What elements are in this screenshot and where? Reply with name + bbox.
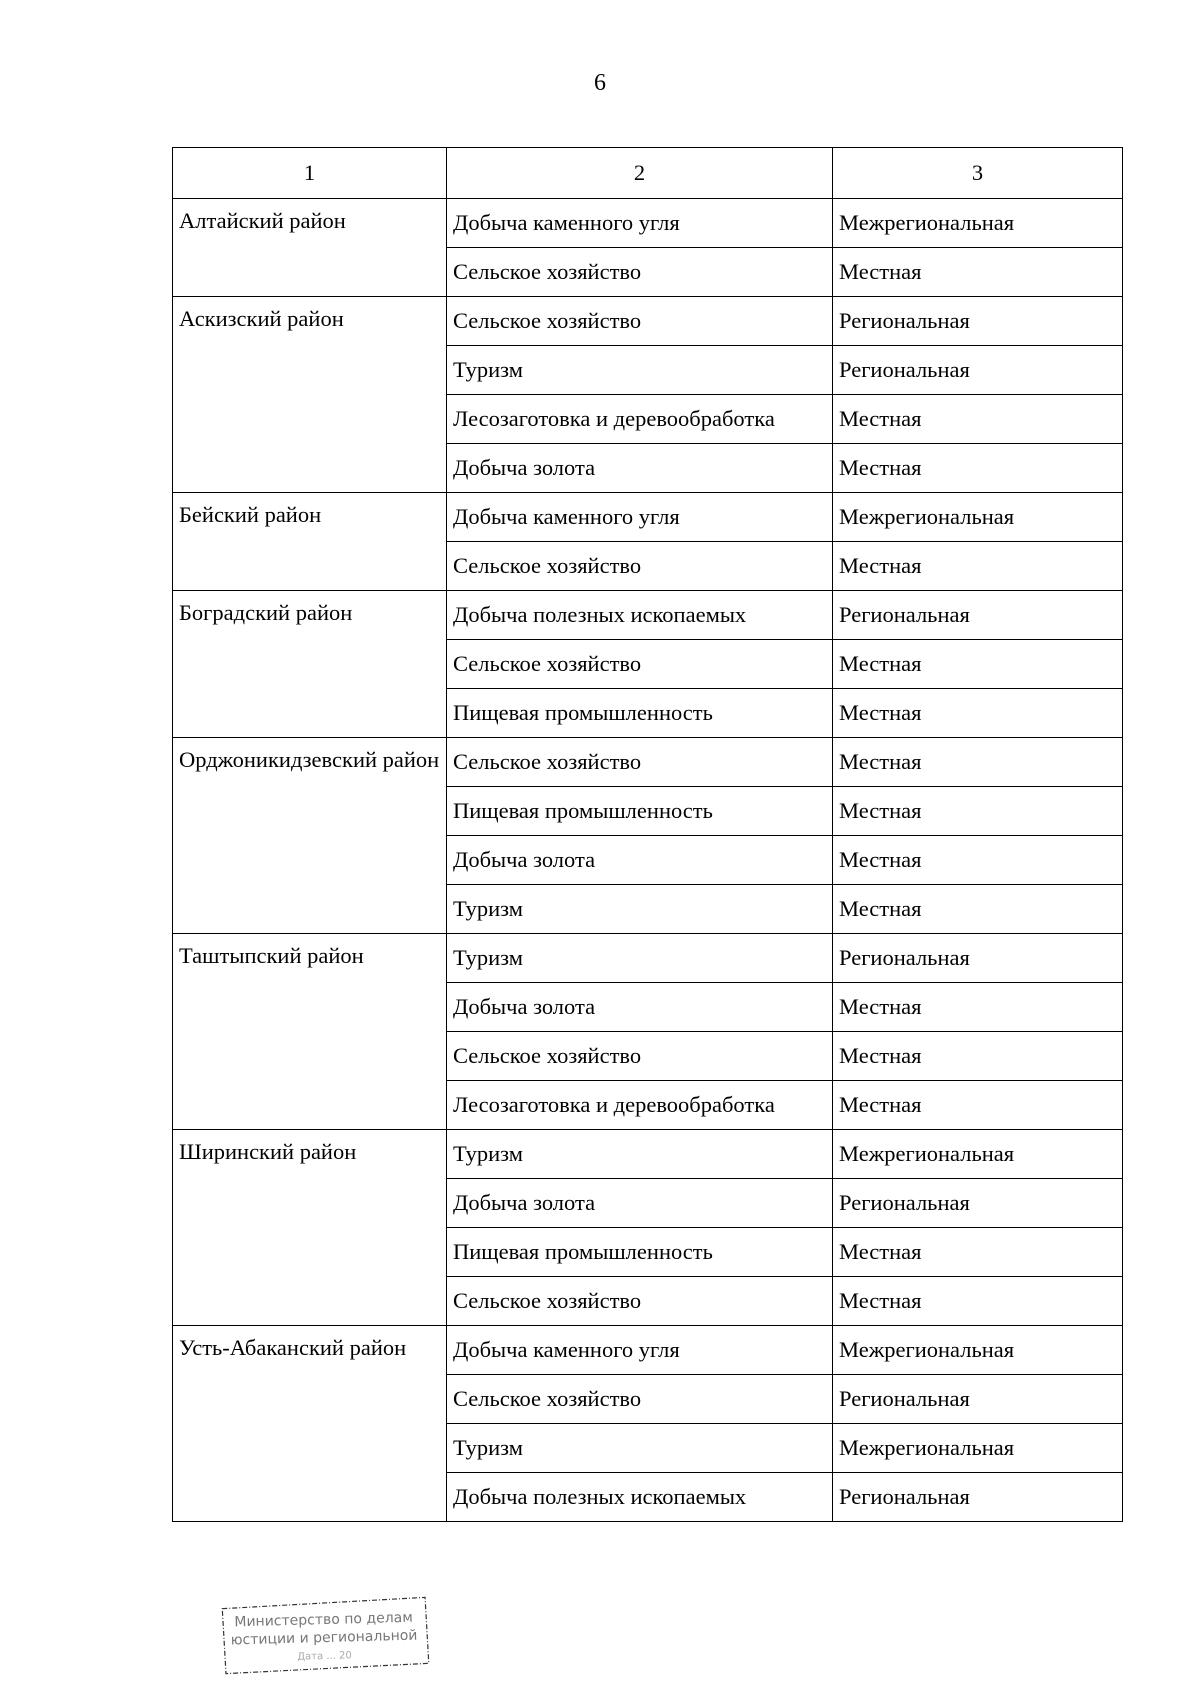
significance-cell: Местная bbox=[833, 444, 1123, 493]
registration-stamp bbox=[219, 1593, 431, 1676]
significance-cell: Региональная bbox=[833, 297, 1123, 346]
significance-cell: Региональная bbox=[833, 1375, 1123, 1424]
industry-table bbox=[172, 147, 1123, 1522]
significance-cell: Местная bbox=[833, 395, 1123, 444]
significance-cell: Местная bbox=[833, 689, 1123, 738]
industry-cell: Добыча золота bbox=[447, 983, 833, 1032]
industry-cell: Добыча полезных ископаемых bbox=[447, 1473, 833, 1522]
industry-cell: Туризм bbox=[447, 934, 833, 983]
industry-cell: Туризм bbox=[447, 885, 833, 934]
column-header-2: 2 bbox=[447, 148, 833, 199]
stamp-line-2: юстиции и региональной bbox=[230, 1627, 418, 1649]
industry-cell: Сельское хозяйство bbox=[447, 1375, 833, 1424]
significance-cell: Межрегиональная bbox=[833, 1326, 1123, 1375]
page-number: 6 bbox=[594, 70, 606, 96]
industry-cell: Добыча каменного угля bbox=[447, 199, 833, 248]
significance-cell: Местная bbox=[833, 1277, 1123, 1326]
table-row bbox=[173, 199, 1123, 248]
significance-cell: Региональная bbox=[833, 934, 1123, 983]
significance-cell: Местная bbox=[833, 885, 1123, 934]
industry-cell: Туризм bbox=[447, 1424, 833, 1473]
significance-cell: Межрегиональная bbox=[833, 1424, 1123, 1473]
table-row bbox=[173, 297, 1123, 346]
significance-cell: Местная bbox=[833, 787, 1123, 836]
industry-cell: Добыча золота bbox=[447, 444, 833, 493]
significance-cell: Межрегиональная bbox=[833, 199, 1123, 248]
column-header-1: 1 bbox=[173, 148, 447, 199]
table-row bbox=[173, 493, 1123, 542]
district-cell: Орджоникидзевский район bbox=[173, 738, 447, 934]
district-cell: Ширинский район bbox=[173, 1130, 447, 1326]
industry-cell: Добыча золота bbox=[447, 1179, 833, 1228]
district-cell: Алтайский район bbox=[173, 199, 447, 297]
significance-cell: Местная bbox=[833, 542, 1123, 591]
industry-cell: Пищевая промышленность bbox=[447, 787, 833, 836]
significance-cell: Местная bbox=[833, 738, 1123, 787]
industry-cell: Сельское хозяйство bbox=[447, 248, 833, 297]
district-cell: Усть-Абаканский район bbox=[173, 1326, 447, 1522]
stamp-line-1: Министерство по делам bbox=[234, 1609, 414, 1631]
significance-cell: Региональная bbox=[833, 1473, 1123, 1522]
industry-cell: Пищевая промышленность bbox=[447, 689, 833, 738]
industry-cell: Сельское хозяйство bbox=[447, 1277, 833, 1326]
table-row bbox=[173, 591, 1123, 640]
stamp-line-3: Дата ... 20 bbox=[297, 1650, 352, 1663]
district-cell: Таштыпский район bbox=[173, 934, 447, 1130]
significance-cell: Региональная bbox=[833, 1179, 1123, 1228]
table-row bbox=[173, 738, 1123, 787]
industry-cell: Лесозаготовка и деревообработка bbox=[447, 1081, 833, 1130]
table-header-row bbox=[173, 148, 1123, 199]
significance-cell: Местная bbox=[833, 640, 1123, 689]
table-body bbox=[173, 199, 1123, 1522]
significance-cell: Межрегиональная bbox=[833, 1130, 1123, 1179]
industry-cell: Сельское хозяйство bbox=[447, 542, 833, 591]
significance-cell: Местная bbox=[833, 836, 1123, 885]
industry-cell: Добыча полезных ископаемых bbox=[447, 591, 833, 640]
industry-cell: Сельское хозяйство bbox=[447, 297, 833, 346]
column-header-3: 3 bbox=[833, 148, 1123, 199]
district-cell: Бейский район bbox=[173, 493, 447, 591]
significance-cell: Местная bbox=[833, 1081, 1123, 1130]
district-cell: Боградский район bbox=[173, 591, 447, 738]
industry-cell: Туризм bbox=[447, 346, 833, 395]
industry-cell: Добыча каменного угля bbox=[447, 1326, 833, 1375]
significance-cell: Местная bbox=[833, 1228, 1123, 1277]
industry-cell: Сельское хозяйство bbox=[447, 640, 833, 689]
industry-cell: Туризм bbox=[447, 1130, 833, 1179]
significance-cell: Региональная bbox=[833, 591, 1123, 640]
industry-cell: Пищевая промышленность bbox=[447, 1228, 833, 1277]
table-row bbox=[173, 934, 1123, 983]
industry-cell: Добыча каменного угля bbox=[447, 493, 833, 542]
table-row bbox=[173, 1326, 1123, 1375]
industry-cell: Добыча золота bbox=[447, 836, 833, 885]
industry-cell: Сельское хозяйство bbox=[447, 1032, 833, 1081]
significance-cell: Межрегиональная bbox=[833, 493, 1123, 542]
table-row bbox=[173, 1130, 1123, 1179]
significance-cell: Местная bbox=[833, 1032, 1123, 1081]
significance-cell: Региональная bbox=[833, 346, 1123, 395]
significance-cell: Местная bbox=[833, 248, 1123, 297]
significance-cell: Местная bbox=[833, 983, 1123, 1032]
district-cell: Аскизский район bbox=[173, 297, 447, 493]
industry-cell: Сельское хозяйство bbox=[447, 738, 833, 787]
industry-cell: Лесозаготовка и деревообработка bbox=[447, 395, 833, 444]
